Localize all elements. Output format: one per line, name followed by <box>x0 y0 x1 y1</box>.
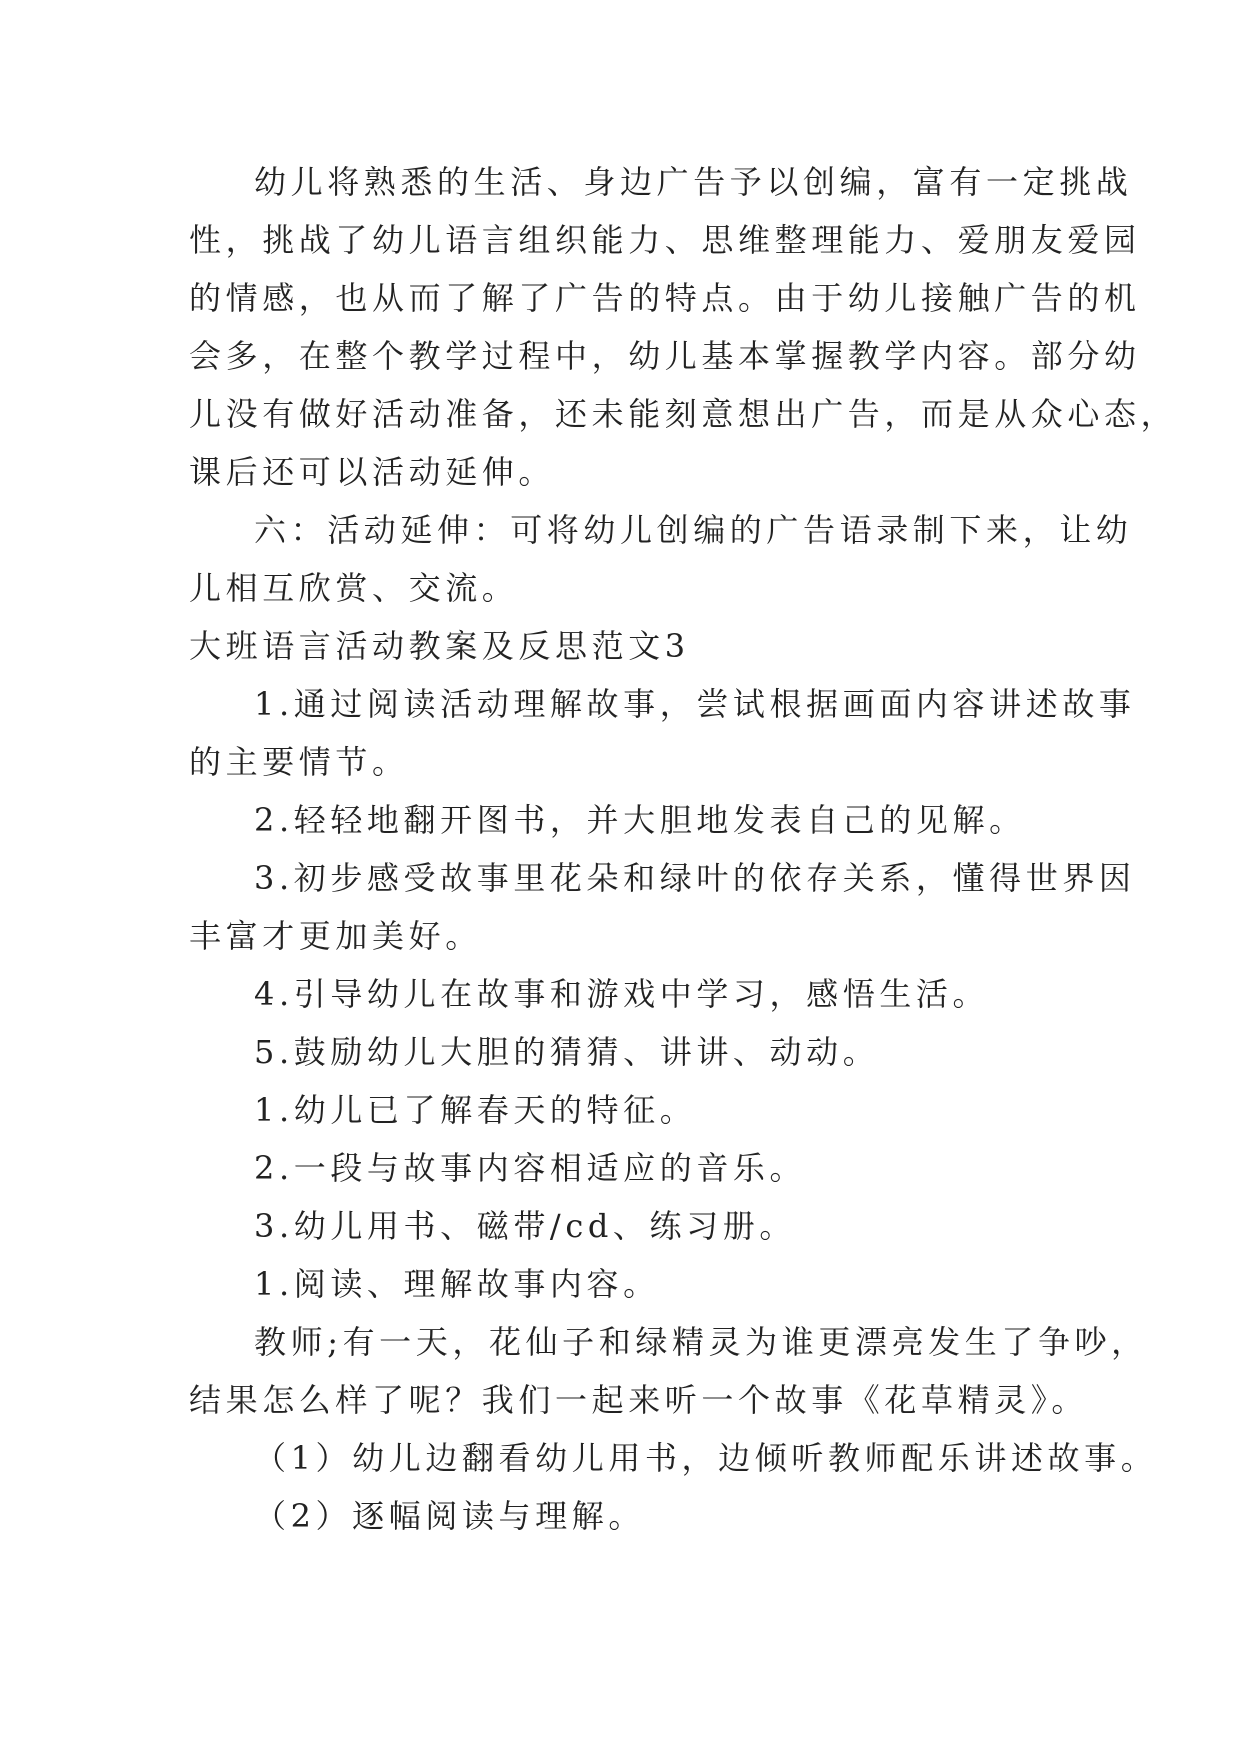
text-line-4: 会多，在整个教学过程中，幼儿基本掌握教学内容。部分幼 <box>189 337 1141 375</box>
text-line-23: （1）幼儿边翻看幼儿用书，边倾听教师配乐讲述故事。 <box>254 1439 1158 1477</box>
text-line-5: 儿没有做好活动准备，还未能刻意想出广告，而是从众心态， <box>189 395 1178 433</box>
text-line-19: 3.幼儿用书、磁带/cd、练习册。 <box>254 1207 796 1245</box>
text-line-2: 性，挑战了幼儿语言组织能力、思维整理能力、爱朋友爱园 <box>189 221 1141 259</box>
text-line-15: 4.引导幼儿在故事和游戏中学习，感悟生活。 <box>254 975 990 1013</box>
text-line-12: 2.轻轻地翻开图书，并大胆地发表自己的见解。 <box>254 801 1026 839</box>
text-line-21: 教师;有一天，花仙子和绿精灵为谁更漂亮发生了争吵， <box>254 1323 1148 1361</box>
text-line-13: 3.初步感受故事里花朵和绿叶的依存关系，懂得世界因 <box>254 859 1136 897</box>
text-line-17: 1.幼儿已了解春天的特征。 <box>254 1091 697 1129</box>
text-line-3: 的情感，也从而了解了广告的特点。由于幼儿接触广告的机 <box>189 279 1141 317</box>
text-line-20: 1.阅读、理解故事内容。 <box>254 1265 660 1303</box>
text-line-1: 幼儿将熟悉的生活、身边广告予以创编，富有一定挑战 <box>254 163 1133 201</box>
text-line-14: 丰富才更加美好。 <box>189 917 482 955</box>
text-line-7: 六：活动延伸：可将幼儿创编的广告语录制下来，让幼 <box>254 511 1133 549</box>
section-heading: 大班语言活动教案及反思范文3 <box>189 627 690 665</box>
text-line-16: 5.鼓励幼儿大胆的猜猜、讲讲、动动。 <box>254 1033 880 1071</box>
text-line-24: （2）逐幅阅读与理解。 <box>254 1497 645 1535</box>
text-line-10: 1.通过阅读活动理解故事，尝试根据画面内容讲述故事 <box>254 685 1136 723</box>
text-line-18: 2.一段与故事内容相适应的音乐。 <box>254 1149 807 1187</box>
text-line-6: 课后还可以活动延伸。 <box>189 453 556 491</box>
text-line-11: 的主要情节。 <box>189 743 409 781</box>
text-line-8: 儿相互欣赏、交流。 <box>189 569 519 607</box>
text-line-22: 结果怎么样了呢？我们一起来听一个故事《花草精灵》。 <box>189 1381 1089 1419</box>
